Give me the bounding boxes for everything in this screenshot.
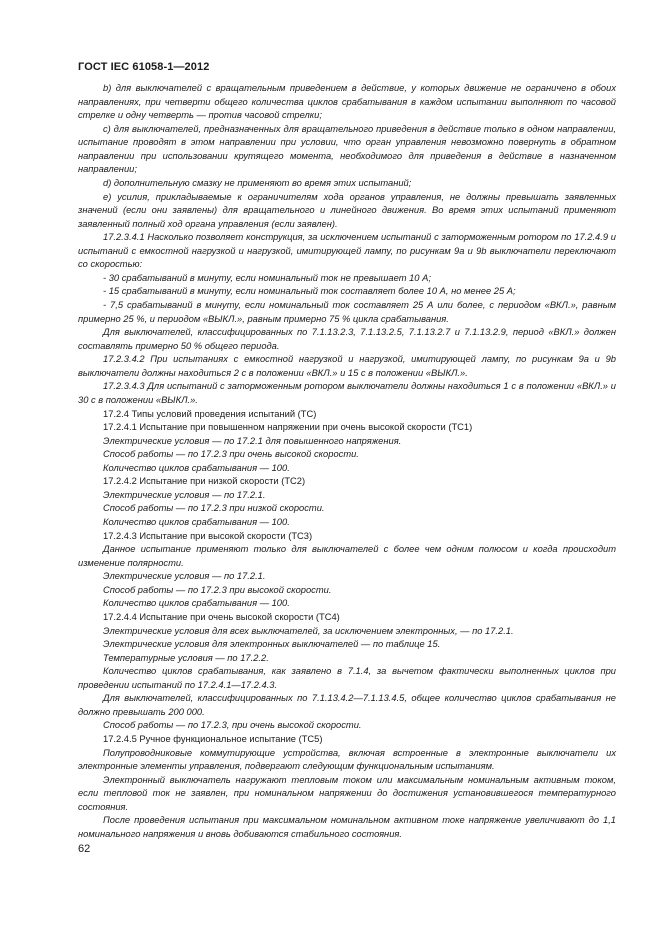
tc4-electrical-conditions-electronic: Электрические условия для электронных выключателей — по таблице 15. xyxy=(103,639,441,650)
paragraph-17-2-3-4-3: 17.2.3.4.3 Для испытаний с заторможенным ротором выключатели должны находиться 1 с в положении «ВКЛ.» и 30 с в положении «ВЫКЛ.». xyxy=(78,381,616,405)
tc2-electrical-conditions: Электрические условия — по 17.2.1. xyxy=(103,489,266,500)
heading-17-2-4-1: 17.2.4.1 Испытание при повышенном напряжении при очень высокой скорости (TC1) xyxy=(103,422,473,433)
tc1-electrical-conditions: Электрические условия — по 17.2.1 для повышенного напряжения. xyxy=(103,435,402,446)
heading-17-2-4-3: 17.2.4.3 Испытание при высокой скорости (TC3) xyxy=(103,530,313,541)
list-item-speed-7-5: - 7,5 срабатываний в минуту, если номинальный ток составляет 25 А или более, с периодом «ВКЛ.», равным примерно 25 %, и периодом «ВЫКЛ.», равным примерно 75 % цикла срабатывания. xyxy=(78,300,616,324)
tc3-cycle-count: Количество циклов срабатывания — 100. xyxy=(103,598,290,609)
tc5-semiconductor-devices: Полупроводниковые коммутирующие устройства, включая встроенные в электронные выключатели их электронные элементы управления, подвергают следующим функциональным испытаниям. xyxy=(78,747,616,772)
list-item-speed-15: - 15 срабатываний в минуту, если номинальный ток составляет более 10 А, но менее 25 А; xyxy=(103,286,516,297)
tc5-thermal-load: Электронный выключатель нагружают тепловым током или максимальным номинальным активным током, если тепловой ток не заявлен, при номинальном напряжении до достижения установившегося температурного состояния. xyxy=(78,774,616,812)
tc2-cycle-count: Количество циклов срабатывания — 100. xyxy=(103,517,290,527)
tc1-cycle-count: Количество циклов срабатывания — 100. xyxy=(103,462,290,473)
tc4-temperature-conditions: Температурные условия — по 17.2.2. xyxy=(103,652,269,663)
page-number: 62 xyxy=(78,843,91,855)
tc3-electrical-conditions: Электрические условия — по 17.2.1. xyxy=(103,571,266,582)
paragraph-item-c: c) для выключателей, предназначенных для вращательного приведения в действие только в одном направлении, испытание проводят в этом направлении при условии, что орган управления невозможно повернуть в обратном направлении при использовании крутящего момента, необходимого для приведения в действие в назначенном направлении; xyxy=(78,123,616,175)
tc2-operation-method: Способ работы — по 17.2.3 при низкой скорости. xyxy=(103,503,325,514)
page-body xyxy=(78,82,616,842)
tc5-overvoltage: После проведения испытания при максимальном номинальном активном токе напряжение увеличивают до 1,1 номинального напряжения и вновь добиваются стабильного состояния. xyxy=(78,815,616,839)
tc3-operation-method: Способ работы — по 17.2.3 при высокой скорости. xyxy=(103,584,332,595)
paragraph-item-d: d) дополнительную смазку не применяют во время этих испытаний; xyxy=(103,177,412,188)
tc3-applicability: Данное испытание применяют только для выключателей с более чем одним полюсом и когда происходит изменение полярности. xyxy=(78,544,616,568)
heading-17-2-4-4: 17.2.4.4 Испытание при очень высокой скорости (TC4) xyxy=(103,611,340,622)
paragraph-item-e: e) усилия, прикладываемые к ограничителям хода органов управления, не должны превышать заявленных значений (если они заявлены) для вращательного и линейного движения. Во время этих испытаний применяют заявленный полный ход органа управления (если заявлен). xyxy=(78,191,616,229)
tc4-operation-method: Способ работы — по 17.2.3, при очень высокой скорости. xyxy=(103,720,362,731)
tc4-cycle-limit: Для выключателей, классифицированных по 7.1.13.4.2—7.1.13.4.5, общее количество циклов срабатывания не должно превышать 200 000. xyxy=(78,693,616,717)
paragraph-on-period: Для выключателей, классифицированных по 7.1.13.2.3, 7.1.13.2.5, 7.1.13.2.7 и 7.1.13.2.9, период «ВКЛ.» должен составлять примерно 50 % общего периода. xyxy=(78,327,616,351)
heading-17-2-4: 17.2.4 Типы условий проведения испытаний (TC) xyxy=(103,408,317,419)
tc4-cycle-count: Количество циклов срабатывания, как заявлено в 7.1.4, за вычетом фактически выполненных циклов при проведении испытаний по 17.2.4.1—17.2.4.3. xyxy=(78,666,616,690)
heading-17-2-4-2: 17.2.4.2 Испытание при низкой скорости (TC2) xyxy=(103,476,306,487)
paragraph-item-b: b) для выключателей с вращательным приведением в действие, у которых движение не ограничено в обоих направлениях, при четверти общего количества циклов срабатывания в каждом испытании выполняют по часовой стрелке и одну четверть — против часовой стрелки; xyxy=(78,83,616,121)
list-item-speed-30: - 30 срабатываний в минуту, если номинальный ток не превышает 10 А; xyxy=(103,272,431,283)
paragraph-17-2-3-4-2: 17.2.3.4.2 При испытаниях с емкостной нагрузкой и нагрузкой, имитирующей лампу, по рисункам 9a и 9b выключатели должны находиться 2 с в положении «ВКЛ.» и 15 с в положении «ВЫКЛ.». xyxy=(78,354,616,378)
heading-17-2-4-5: 17.2.4.5 Ручное функциональное испытание (TC5) xyxy=(103,734,323,744)
tc1-operation-method: Способ работы — по 17.2.3 при очень высокой скорости. xyxy=(103,449,359,460)
paragraph-17-2-3-4-1: 17.2.3.4.1 Насколько позволяет конструкция, за исключением испытаний с заторможенным ротором по 17.2.4.9 и испытаний с емкостной нагрузкой и нагрузкой, имитирующей лампу, по рисункам 9a и 9b выключатели переключают со скоростью: xyxy=(78,232,616,270)
standard-header: ГОСТ IEC 61058-1—2012 xyxy=(78,61,210,73)
tc4-electrical-conditions-general: Электрические условия для всех выключателей, за исключением электронных, — по 17.2.1. xyxy=(103,625,514,636)
